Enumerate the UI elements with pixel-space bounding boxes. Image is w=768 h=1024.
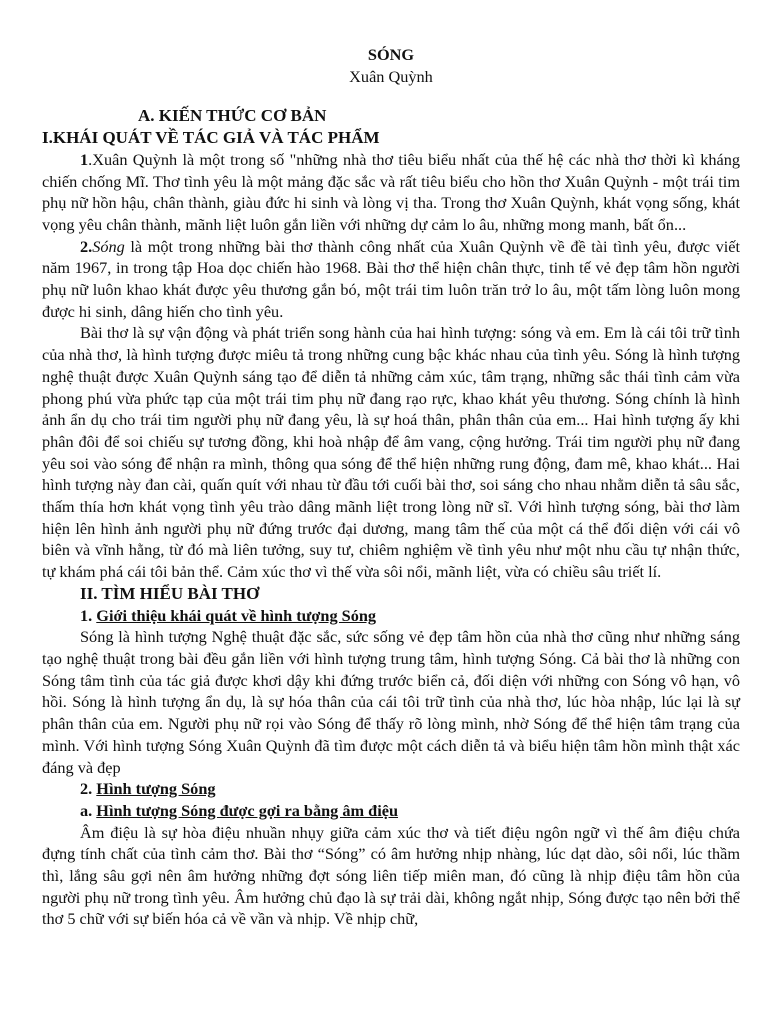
section-2-heading: II. TÌM HIỂU BÀI THƠ <box>80 583 260 603</box>
paragraph-number: 2. <box>80 236 93 256</box>
poem-title: SÓNG <box>367 45 415 64</box>
subsection-number: 2. <box>80 779 97 799</box>
section-1-heading: I.KHÁI QUÁT VỀ TÁC GIẢ VÀ TÁC PHẨM <box>42 128 380 148</box>
subsection-2a-heading <box>42 800 740 822</box>
paragraph-author-overview <box>42 149 740 236</box>
paragraph-text: .Xuân Quỳnh là một trong số "những nhà thơ tiêu biểu nhất của thế hệ các nhà thơ thời kì kháng chiến chống Mĩ. Thơ tình yêu là một mảng đặc sắc và rất tiêu biểu cho hồn thơ Xuân Quỳnh - một trái tim phụ nữ hồn hậu, chân thành, giàu đức hi sinh và lòng vị tha. Trong thơ Xuân Quỳnh, khát vọng sống, khát vọng yêu chân thành, mãnh liệt luôn gắn liền với những dự cảm lo âu, những mong manh, bất ổn... <box>42 149 740 234</box>
subsection-title: Giới thiệu khái quát về hình tượng Sóng <box>96 605 377 625</box>
poem-author: Xuân Quỳnh <box>349 66 433 86</box>
subsection-title: Hình tượng Sóng được gợi ra bằng âm điệu <box>96 800 399 820</box>
subsection-2-heading <box>42 778 740 800</box>
section-a-heading: A. KIẾN THỨC CƠ BẢN <box>138 106 327 126</box>
subsection-title: Hình tượng Sóng <box>96 779 216 799</box>
paragraph-work-overview <box>42 236 740 323</box>
work-title-italic: Sóng <box>92 236 125 256</box>
paragraph-song-intro: Sóng là hình tượng Nghệ thuật đặc sắc, sức sống vẻ đẹp tâm hồn của nhà thơ cũng như những sáng tạo nghệ thuật trong bài đều gắn liền với hình tượng trung tâm, hình tượng Sóng. Cả bài thơ là những con Sóng tâm tình của tác giả được khơi dậy khi đứng trước biển cả, đối diện với những con Sóng vô hạn, vô hồi. Sóng là hình tượng ẩn dụ, là sự hóa thân của cái tôi trữ tình của nhà thơ, lúc hòa nhập, lúc lại là sự phân thân của em. Người phụ nữ rọi vào Sóng để thấy rõ lòng mình, nhờ Sóng để thể hiện tâm trạng của mình. Với hình tượng Sóng Xuân Quỳnh đã tìm được một cách diễn tả và biểu hiện tâm hồn mình thật xác đáng và đẹp <box>42 627 740 777</box>
paragraph-rhythm: Âm điệu là sự hòa điệu nhuần nhụy giữa cảm xúc thơ và tiết điệu ngôn ngữ vì thế âm điệu chứa đựng tính chất của tình cảm thơ. Bài thơ “Sóng” có âm hưởng nhịp nhàng, lúc dạt dào, sôi nổi, lúc thầm thì, lắng sâu gợi nên âm hưởng những đợt sóng liên tiếp miên man, đó cũng là nhịp điệu tâm hồn của người phụ nữ trong tình yêu. Âm hưởng chủ đạo là sự trải dài, không ngắt nhịp, Sóng được tạo nên bởi thể thơ 5 chữ với sự biến hóa cả về vần và nhịp. Về nhịp chữ, <box>42 822 740 929</box>
paragraph-text: là một trong những bài thơ thành công nhất của Xuân Quỳnh về đề tài tình yêu, được viết năm 1967, in trong tập Hoa dọc chiến hào 1968. Bài thơ thể hiện chân thực, tinh tế vẻ đẹp tâm hồn người phụ nữ luôn khao khát được yêu thương gắn bó, một trái tim luôn trăn trở lo âu, một tấm lòng luôn mong được hi sinh, dâng hiến cho tình yêu. <box>42 236 740 321</box>
paragraph-number: 1 <box>80 149 89 169</box>
paragraph-two-images: Bài thơ là sự vận động và phát triển song hành của hai hình tượng: sóng và em. Em là cái tôi trữ tình của nhà thơ, là hình tượng được miêu tả trong những cung bậc khác nhau của tình yêu. Sóng là hình tượng nghệ thuật được Xuân Quỳnh sáng tạo để diễn tả những cảm xúc, tâm trạng, những sắc thái tình cảm vừa phong phú vừa phức tạp của một trái tim phụ nữ đang rạo rực, khao khát yêu thương. Sóng chính là hình ảnh ẩn dụ cho trái tim người phụ nữ đang yêu, là sự hoá thân, phân thân của em... Hai hình tượng ấy khi phân đôi để soi chiếu sự tương đồng, khi hoà nhập để âm vang, cộng hưởng. Trái tim người phụ nữ đang yêu soi vào sóng để nhận ra mình, thông qua sóng để thể hiện những rung động, đam mê, khao khát... Hai hình tượng này đan cài, quấn quít với nhau từ đầu tới cuối bài thơ, soi sáng cho nhau nhằm diễn tả sâu sắc, thấm thía hơn khát vọng tình yêu trào dâng mãnh liệt trong lòng nữ sĩ. Với hình tượng sóng, bài thơ làm hiện lên hình ảnh người phụ nữ đứng trước đại dương, mang tâm thế của một cá thể đối diện với cái vô biên và vĩnh hằng, từ đó mà liên tưởng, suy tư, chiêm nghiệm về tình yêu như một nhu cầu tự nhận thức, tự khám phá cái tôi bản thể. Cảm xúc thơ vì thế vừa sôi nổi, mãnh liệt, vừa có chiều sâu triết lí. <box>42 323 740 582</box>
subsection-number: 1. <box>80 605 97 625</box>
subsection-number: a. <box>80 800 97 820</box>
subsection-1-heading <box>42 605 740 627</box>
